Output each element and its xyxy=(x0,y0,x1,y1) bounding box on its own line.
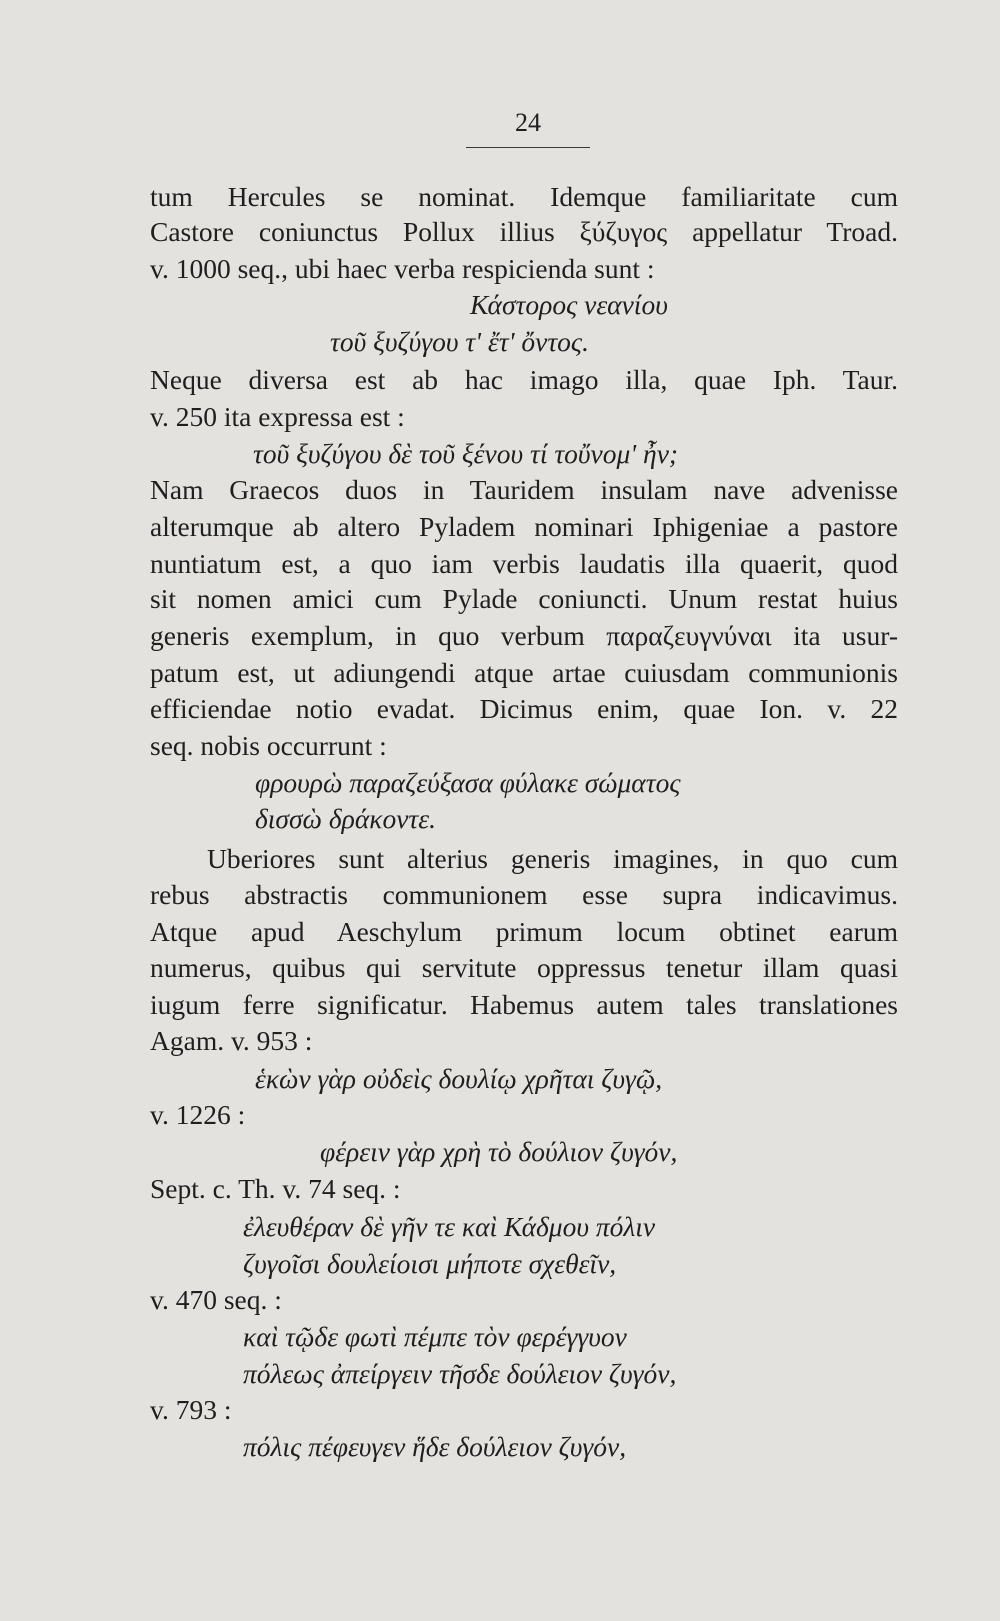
text-line: Castore coniunctus Pollux illius ξύζυγος appellatur Troad. xyxy=(150,216,898,247)
text-line: patum est, ut adiungendi atque artae cuiusdam communionis xyxy=(150,657,898,688)
text-line: rebus abstractis communionem esse supra indicavimus. xyxy=(150,879,898,910)
text-line: v. 1226 : xyxy=(150,1099,246,1130)
greek-quotation-line: ἑκὼν γὰρ οὐδεὶς δουλίῳ χρῆται ζυγῷ, xyxy=(255,1063,663,1094)
text-line: Sept. c. Th. v. 74 seq. : xyxy=(150,1173,401,1204)
text-line: efficiendae notio evadat. Dicimus enim, quae Ion. v. 22 xyxy=(150,693,898,724)
text-line: v. 250 ita expressa est : xyxy=(150,401,405,432)
greek-quotation-line: ζυγοῖσι δουλείοισι μήποτε σχεθεῖν, xyxy=(243,1248,617,1279)
text-line: Atque apud Aeschylum primum locum obtinet earum xyxy=(150,916,898,947)
text-line: generis exemplum, in quo verbum παραζευγνύναι ita usur- xyxy=(150,620,898,651)
greek-quotation-line: φρουρὼ παραζεύξασα φύλακε σώματος xyxy=(255,767,681,798)
text-line: Neque diversa est ab hac imago illa, quae Iph. Taur. xyxy=(150,364,898,395)
text-line: iugum ferre significatur. Habemus autem tales translationes xyxy=(150,989,898,1020)
text-line: Nam Graecos duos in Tauridem insulam nave advenisse xyxy=(150,474,898,505)
greek-quotation-line: Κάστορος νεανίου xyxy=(470,289,668,320)
text-line: alterumque ab altero Pyladem nominari Iphigeniae a pastore xyxy=(150,511,898,542)
greek-quotation-line: ἐλευθέραν δὲ γῆν τε καὶ Κάδμου πόλιν xyxy=(243,1211,656,1242)
text-line: v. 793 : xyxy=(150,1394,232,1425)
text-line: numerus, quibus qui servitute oppressus tenetur illam quasi xyxy=(150,952,898,983)
greek-quotation-line: πόλεως ἀπείργειν τῆσδε δούλειον ζυγόν, xyxy=(243,1358,677,1389)
text-line: v. 1000 seq., ubi haec verba respicienda sunt : xyxy=(150,253,655,284)
text-line: Uberiores sunt alterius generis imagines, in quo cum xyxy=(207,843,898,874)
page-number: 24 xyxy=(515,108,541,137)
text-line: v. 470 seq. : xyxy=(150,1284,282,1315)
text-line: Agam. v. 953 : xyxy=(150,1025,313,1056)
text-line: tum Hercules se nominat. Idemque familiaritate cum xyxy=(150,181,898,212)
text-line: sit nomen amici cum Pylade coniuncti. Unum restat huius xyxy=(150,583,898,614)
greek-quotation-line: καὶ τῷδε φωτὶ πέμπε τὸν φερέγγυον xyxy=(243,1321,627,1352)
header-rule xyxy=(466,147,590,148)
greek-quotation-line: δισσὼ δράκοντε. xyxy=(255,803,436,834)
greek-quotation-line: πόλις πέφευγεν ἥδε δούλειον ζυγόν, xyxy=(243,1431,627,1462)
greek-quotation-line: τοῦ ξυζύγου δὲ τοῦ ξένου τί τοὔνομ' ἦν; xyxy=(253,438,679,469)
greek-quotation-line: τοῦ ξυζύγου τ' ἔτ' ὄντος. xyxy=(330,326,589,357)
text-line: seq. nobis occurrunt : xyxy=(150,730,387,761)
greek-quotation-line: φέρειν γὰρ χρὴ τὸ δούλιον ζυγόν, xyxy=(320,1136,678,1167)
text-line: nuntiatum est, a quo iam verbis laudatis illa quaerit, quod xyxy=(150,548,898,579)
